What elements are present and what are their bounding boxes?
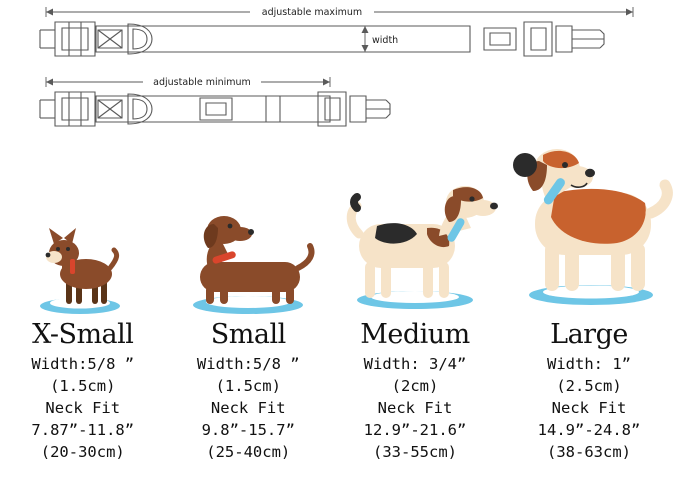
collar-diagram-svg xyxy=(0,0,679,150)
neck-line-1: 7.87”-11.8” xyxy=(31,421,135,439)
size-column-large xyxy=(499,150,679,463)
neck-line-2: (38-63cm) xyxy=(547,443,631,461)
size-name-medium: Medium xyxy=(360,319,470,350)
adjustable-maximum-label: adjustable maximum xyxy=(261,7,363,18)
width-line-2: (1.5cm) xyxy=(50,377,116,395)
chihuahua-icon xyxy=(18,158,148,318)
size-column-medium xyxy=(331,150,499,463)
adjustable-minimum-label: adjustable minimum xyxy=(153,77,251,88)
width-line-1: Width: 3/4” xyxy=(363,355,467,373)
size-name-large: Large xyxy=(550,319,628,350)
width-line-1: Width:5/8 ” xyxy=(196,355,300,373)
neck-line-1: 9.8”-15.7” xyxy=(201,421,295,439)
dog-illustration-small xyxy=(166,150,332,318)
neck-line-2: (25-40cm) xyxy=(206,443,291,461)
collar-diagram-area xyxy=(0,0,679,150)
dog-illustration-medium xyxy=(331,150,499,318)
neck-line-1: 14.9”-24.8” xyxy=(537,421,641,439)
neck-line-2: (33-55cm) xyxy=(373,443,457,461)
size-specs-medium xyxy=(364,353,467,463)
size-column-x-small xyxy=(0,150,166,463)
size-specs-small xyxy=(197,353,300,463)
dachshund-icon xyxy=(168,158,328,318)
size-column-small xyxy=(166,150,332,463)
dog-illustration-x-small xyxy=(0,150,166,318)
saint-bernard-icon xyxy=(499,143,679,318)
neck-fit-label: Neck Fit xyxy=(551,399,627,417)
width-line-2: (1.5cm) xyxy=(215,377,281,395)
neck-fit-label: Neck Fit xyxy=(45,399,121,417)
neck-line-2: (20-30cm) xyxy=(40,443,125,461)
width-line-1: Width:5/8 ” xyxy=(31,355,135,373)
neck-fit-label: Neck Fit xyxy=(210,399,286,417)
width-label: width xyxy=(372,35,399,46)
size-chart xyxy=(0,150,679,482)
neck-fit-label: Neck Fit xyxy=(377,399,453,417)
width-line-2: (2cm) xyxy=(391,377,439,395)
size-name-x-small: X-Small xyxy=(32,319,134,350)
width-line-1: Width: 1” xyxy=(547,355,631,373)
width-line-2: (2.5cm) xyxy=(556,377,622,395)
size-name-small: Small xyxy=(210,319,286,350)
beagle-icon xyxy=(331,150,499,318)
size-specs-x-small xyxy=(31,353,134,463)
size-specs-large xyxy=(538,353,641,463)
dog-illustration-large xyxy=(499,150,679,318)
neck-line-1: 12.9”-21.6” xyxy=(363,421,467,439)
